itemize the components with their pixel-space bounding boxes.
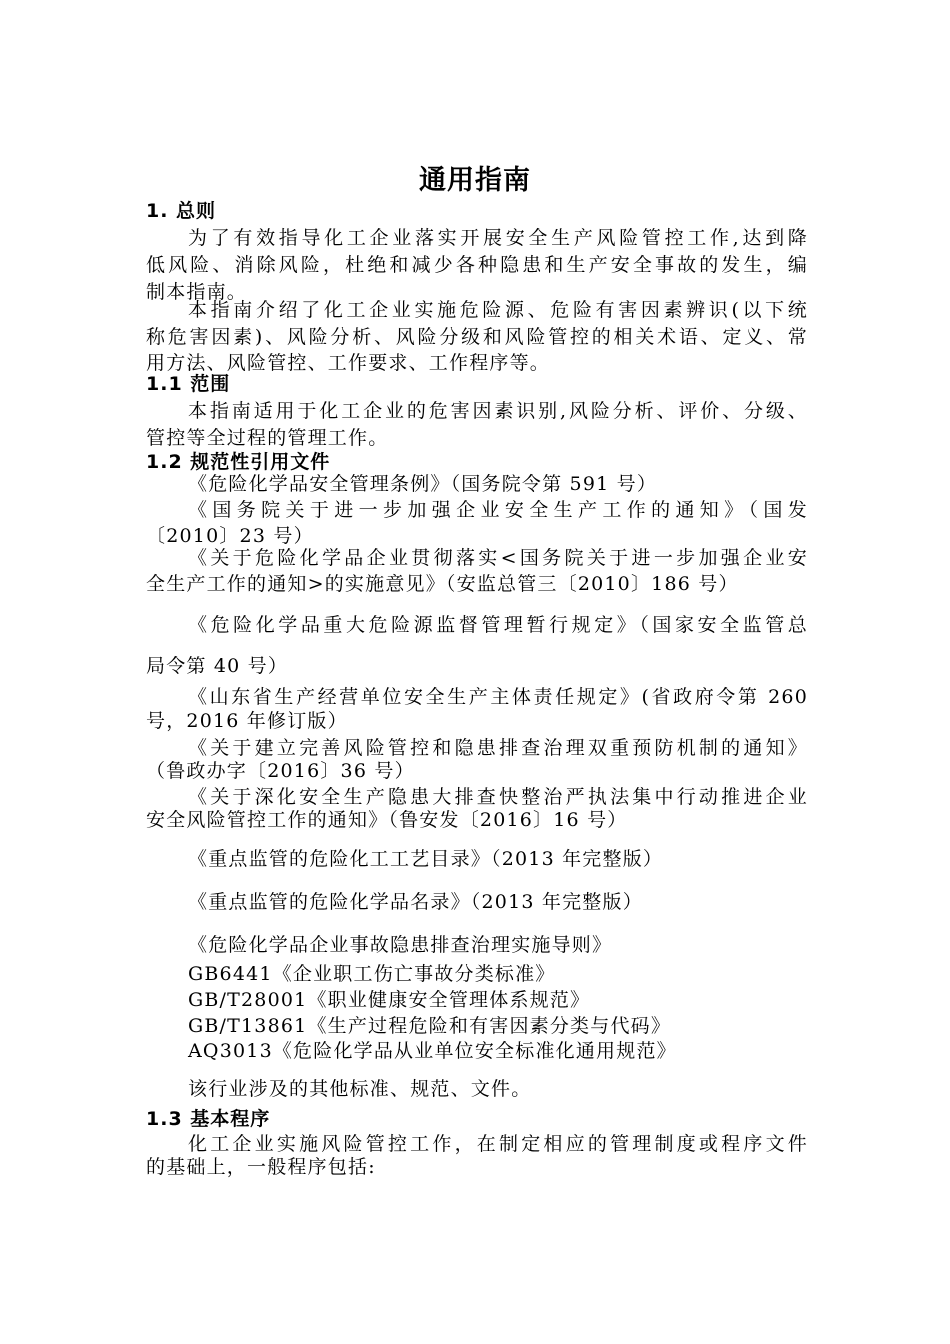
reference-item: 《山东省生产经营单位安全生产主体责任规定》(省政府令第 260	[188, 686, 808, 708]
reference-item: 安全风险管控工作的通知》（鲁安发〔2016〕16 号）	[146, 809, 628, 831]
reference-item: 《危险化学品企业事故隐患排查治理实施导则》	[188, 934, 613, 956]
reference-item: 《国务院关于进一步加强企业安全生产工作的通知》（国发	[188, 499, 808, 521]
section-heading-references: 1.2 规范性引用文件	[146, 451, 331, 473]
section-heading-general: 1. 总则	[146, 200, 217, 222]
reference-item: 〔2010〕23 号）	[146, 525, 314, 547]
reference-item: 《危险化学品安全管理条例》（国务院令第 591 号）	[188, 473, 658, 495]
paragraph-line: 为了有效指导化工企业落实开展安全生产风险管控工作,达到降	[188, 227, 808, 249]
reference-item: GB/T13861《生产过程危险和有害因素分类与代码》	[188, 1015, 672, 1037]
reference-item: 全生产工作的通知>的实施意见》（安监总管三〔2010〕186 号）	[146, 573, 739, 595]
reference-item: 《关于危险化学品企业贯彻落实<国务院关于进一步加强企业安	[188, 547, 808, 569]
paragraph-line: 制本指南。	[146, 281, 248, 303]
reference-item: 《危险化学品重大危险源监督管理暂行规定》（国家安全监管总	[188, 614, 808, 636]
paragraph-line: 用方法、风险管控、工作要求、工作程序等。	[146, 352, 551, 374]
paragraph-line: 低风险、消除风险，杜绝和减少各种隐患和生产安全事故的发生，编	[146, 254, 808, 276]
section-heading-procedure: 1.3 基本程序	[146, 1108, 271, 1130]
paragraph-line: 化工企业实施风险管控工作，在制定相应的管理制度或程序文件	[188, 1133, 808, 1155]
reference-item: 该行业涉及的其他标准、规范、文件。	[188, 1078, 532, 1100]
reference-item: AQ3013《危险化学品从业单位安全标准化通用规范》	[188, 1040, 677, 1062]
paragraph-line: 本指南适用于化工企业的危害因素识别,风险分析、评价、分级、	[188, 400, 808, 422]
reference-item: GB6441《企业职工伤亡事故分类标准》	[188, 963, 556, 985]
reference-item: 《重点监管的危险化学品名录》（2013 年完整版）	[188, 891, 643, 913]
reference-item: 《关于建立完善风险管控和隐患排查治理双重预防机制的通知》	[188, 737, 808, 759]
paragraph-line: 管控等全过程的管理工作。	[146, 427, 389, 449]
paragraph-line: 本指南介绍了化工企业实施危险源、危险有害因素辨识(以下统	[188, 299, 808, 321]
reference-item: 号，2016 年修订版）	[146, 710, 348, 732]
reference-item: 局令第 40 号）	[146, 655, 289, 677]
reference-item: 《重点监管的危险化工工艺目录》（2013 年完整版）	[188, 848, 664, 870]
paragraph-line: 称危害因素)、风险分析、风险分级和风险管控的相关术语、定义、常	[146, 326, 808, 348]
document-title: 通用指南	[419, 165, 531, 196]
reference-item: 《关于深化安全生产隐患大排查快整治严执法集中行动推进企业	[188, 786, 808, 808]
paragraph-line: 的基础上，一般程序包括:	[146, 1156, 376, 1178]
reference-item: （鲁政办字〔2016〕36 号）	[146, 760, 415, 782]
section-heading-scope: 1.1 范围	[146, 373, 231, 395]
reference-item: GB/T28001《职业健康安全管理体系规范》	[188, 989, 591, 1011]
